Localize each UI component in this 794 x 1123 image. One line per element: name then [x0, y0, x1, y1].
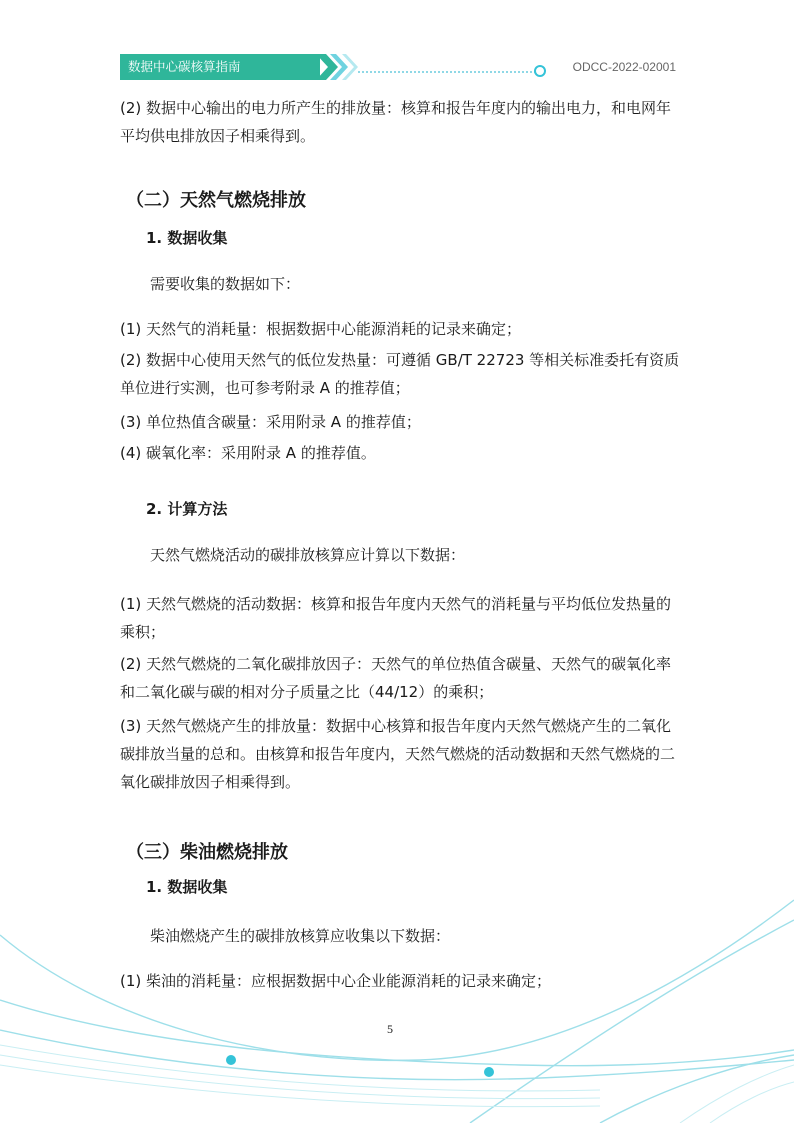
list-item: (2) 数据中心使用天然气的低位发热量：可遵循 GB/T 22723 等相关标准委托有资质单位进行实测，也可参考附录 A 的推荐值； — [120, 351, 680, 397]
list-item: (1) 天然气的消耗量：根据数据中心能源消耗的记录来确定； — [120, 320, 522, 338]
subsection-heading: 1. 数据收集 — [146, 229, 228, 247]
list-item: (4) 碳氧化率：采用附录 A 的推荐值。 — [120, 444, 376, 462]
page-header — [120, 52, 676, 82]
list-item: (1) 天然气燃烧的活动数据：核算和报告年度内天然气的消耗量与平均低位发热量的乘积； — [120, 595, 672, 641]
list-item: (3) 天然气燃烧产生的排放量：数据中心核算和报告年度内天然气燃烧产生的二氧化碳排放当量的总和。由核算和报告年度内，天然气燃烧的活动数据和天然气燃烧的二氧化碳排放因子相乘得到。 — [120, 717, 676, 791]
header-divider — [358, 71, 536, 73]
header-dot — [534, 65, 546, 77]
section-heading: （二）天然气燃烧排放 — [126, 190, 306, 211]
subsection-heading: 2. 计算方法 — [146, 500, 228, 518]
section-heading: （三）柴油燃烧排放 — [126, 842, 288, 863]
list-item: (1) 柴油的消耗量：应根据数据中心企业能源消耗的记录来确定； — [120, 972, 552, 990]
document-code: ODCC-2022-02001 — [572, 60, 676, 74]
decorative-waves — [0, 860, 794, 1123]
decorative-dot — [484, 1067, 494, 1077]
paragraph: (2) 数据中心输出的电力所产生的排放量：核算和报告年度内的输出电力，和电网年平均供电排放因子相乘得到。 — [120, 99, 672, 145]
chevron-icon — [316, 54, 360, 80]
paragraph: 需要收集的数据如下： — [150, 275, 301, 293]
decorative-dot — [226, 1055, 236, 1065]
list-item: (3) 单位热值含碳量：采用附录 A 的推荐值； — [120, 413, 421, 431]
header-title: 数据中心碳核算指南 — [120, 54, 320, 80]
page-number: 5 — [387, 1022, 393, 1036]
paragraph: 柴油燃烧产生的碳排放核算应收集以下数据： — [150, 927, 451, 945]
paragraph: 天然气燃烧活动的碳排放核算应计算以下数据： — [150, 546, 466, 564]
list-item: (2) 天然气燃烧的二氧化碳排放因子：天然气的单位热值含碳量、天然气的碳氧化率和二氧化碳与碳的相对分子质量之比（44/12）的乘积； — [120, 655, 672, 701]
subsection-heading: 1. 数据收集 — [146, 878, 228, 896]
